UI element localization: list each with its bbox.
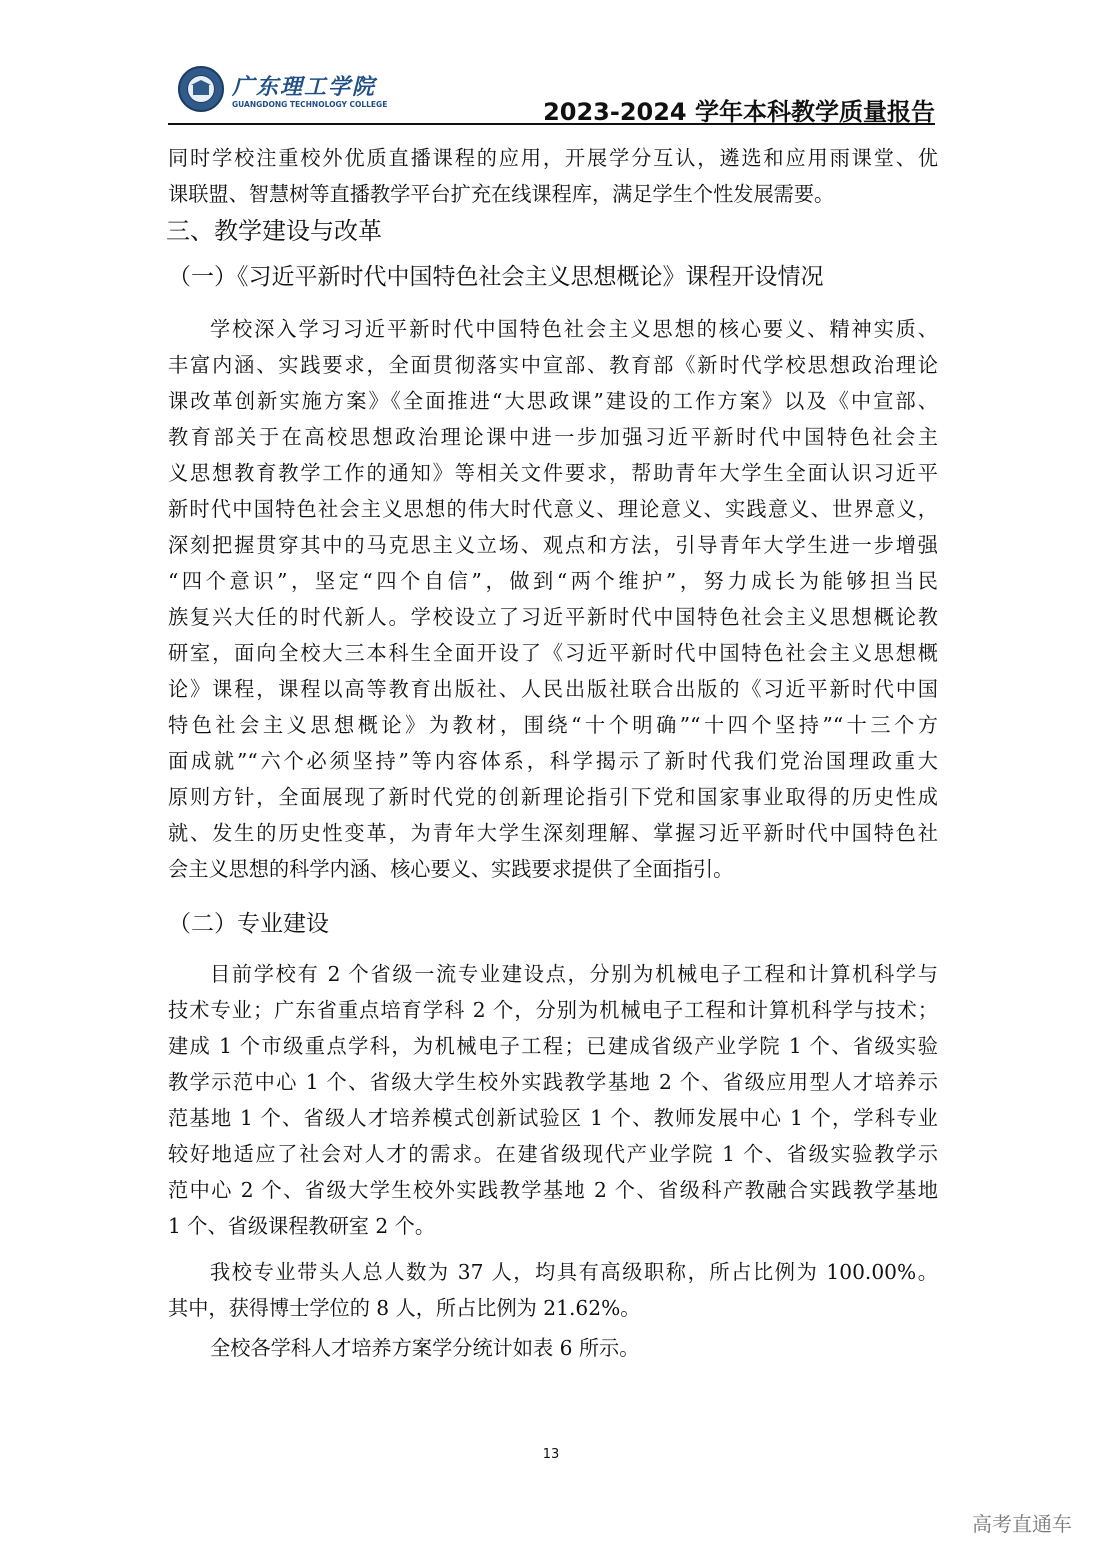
text-line: 课联盟、智慧树等直播教学平台扩充在线课程库，满足学生个性发展需要。 — [168, 182, 835, 206]
page-header — [168, 58, 935, 126]
text-line: 教学示范中心 1 个、省级大学生校外实践教学基地 2 个、省级应用型人才培养示 — [168, 1070, 938, 1094]
text-line: 我校专业带头人总人数为 37 人，均具有高级职称，所占比例为 100.00%。 — [210, 1260, 938, 1284]
header-divider — [168, 123, 935, 125]
college-logo — [178, 66, 388, 114]
text-line: 深刻把握贯穿其中的马克思主义立场、观点和方法，引导青年大学生进一步增强 — [168, 533, 938, 557]
page-number: 13 — [542, 1447, 560, 1462]
college-seal-icon — [178, 66, 224, 112]
text-line: 会主义思想的科学内涵、核心要义、实践要求提供了全面指引。 — [168, 857, 734, 881]
section-heading: 三、教学建设与改革 — [166, 217, 382, 245]
text-line: 较好地适应了社会对人才的需求。在建省级现代产业学院 1 个、省级实验教学示 — [168, 1142, 938, 1166]
report-title: 2023-2024 学年本科教学质量报告 — [543, 98, 935, 126]
text-line: 技术专业；广东省重点培育学科 2 个，分别为机械电子工程和计算机科学与技术； — [168, 998, 938, 1022]
text-line: 面成就”“六个必须坚持”等内容体系，科学揭示了新时代我们党治国理政重大 — [168, 749, 938, 773]
text-line: 原则方针，全面展现了新时代党的创新理论指引下党和国家事业取得的历史性成 — [168, 785, 938, 809]
text-line: 全校各学科人才培养方案学分统计如表 6 所示。 — [210, 1336, 640, 1360]
subsection-heading-majors: （二）专业建设 — [168, 911, 329, 937]
text-line: 1 个、省级课程教研室 2 个。 — [168, 1214, 436, 1238]
text-line: 其中，获得博士学位的 8 人，所占比例为 21.62%。 — [168, 1296, 641, 1320]
text-line: 范基地 1 个、省级人才培养模式创新试验区 1 个、教师发展中心 1 个，学科专业 — [168, 1106, 938, 1130]
text-line: 课改革创新实施方案》《全面推进“大思政课”建设的工作方案》以及《中宣部、 — [168, 389, 938, 413]
text-line: 研室，面向全校大三本科生全面开设了《习近平新时代中国特色社会主义思想概 — [168, 641, 938, 665]
text-line: 学校深入学习习近平新时代中国特色社会主义思想的核心要义、精神实质、 — [210, 317, 938, 341]
text-line: 义思想教育教学工作的通知》等相关文件要求，帮助青年大学生全面认识习近平 — [168, 461, 938, 485]
text-line: 特色社会主义思想概论》为教材，围绕“十个明确”“十四个坚持”“十三个方 — [168, 713, 938, 737]
text-line: 目前学校有 2 个省级一流专业建设点，分别为机械电子工程和计算机科学与 — [210, 962, 938, 986]
text-line: 新时代中国特色社会主义思想的伟大时代意义、理论意义、实践意义、世界意义， — [168, 497, 938, 521]
watermark: 高考直通车 — [972, 1512, 1072, 1536]
course-paragraph — [168, 311, 938, 887]
table-reference-paragraph — [168, 1330, 938, 1366]
text-line: 丰富内涵、实践要求，全面贯彻落实中宣部、教育部《新时代学校思想政治理论 — [168, 353, 938, 377]
text-line: 族复兴大任的时代新人。学校设立了习近平新时代中国特色社会主义思想概论教 — [168, 605, 938, 629]
logo-english-name: GUANGDONG TECHNOLOGY COLLEGE — [232, 100, 388, 109]
text-line: 教育部关于在高校思想政治理论课中进一步加强习近平新时代中国特色社会主 — [168, 425, 938, 449]
majors-paragraph — [168, 956, 938, 1244]
subsection-heading-course: （一）《习近平新时代中国特色社会主义思想概论》课程开设情况 — [168, 264, 824, 290]
logo-chinese-name: 广东理工学院 — [232, 74, 377, 100]
text-line: 范中心 2 个、省级大学生校外实践教学基地 2 个、省级科产教融合实践教学基地 — [168, 1178, 938, 1202]
text-line: 建成 1 个市级重点学科，为机械电子工程；已建成省级产业学院 1 个、省级实验 — [168, 1034, 938, 1058]
leaders-paragraph — [168, 1254, 938, 1326]
text-line: “四个意识”，坚定“四个自信”，做到“两个维护”，努力成长为能够担当民 — [168, 569, 938, 593]
intro-paragraph — [168, 140, 938, 212]
text-line: 同时学校注重校外优质直播课程的应用，开展学分互认，遴选和应用雨课堂、优 — [168, 146, 938, 170]
text-line: 就、发生的历史性变革，为青年大学生深刻理解、掌握习近平新时代中国特色社 — [168, 821, 938, 845]
text-line: 论》课程，课程以高等教育出版社、人民出版社联合出版的《习近平新时代中国 — [168, 677, 938, 701]
